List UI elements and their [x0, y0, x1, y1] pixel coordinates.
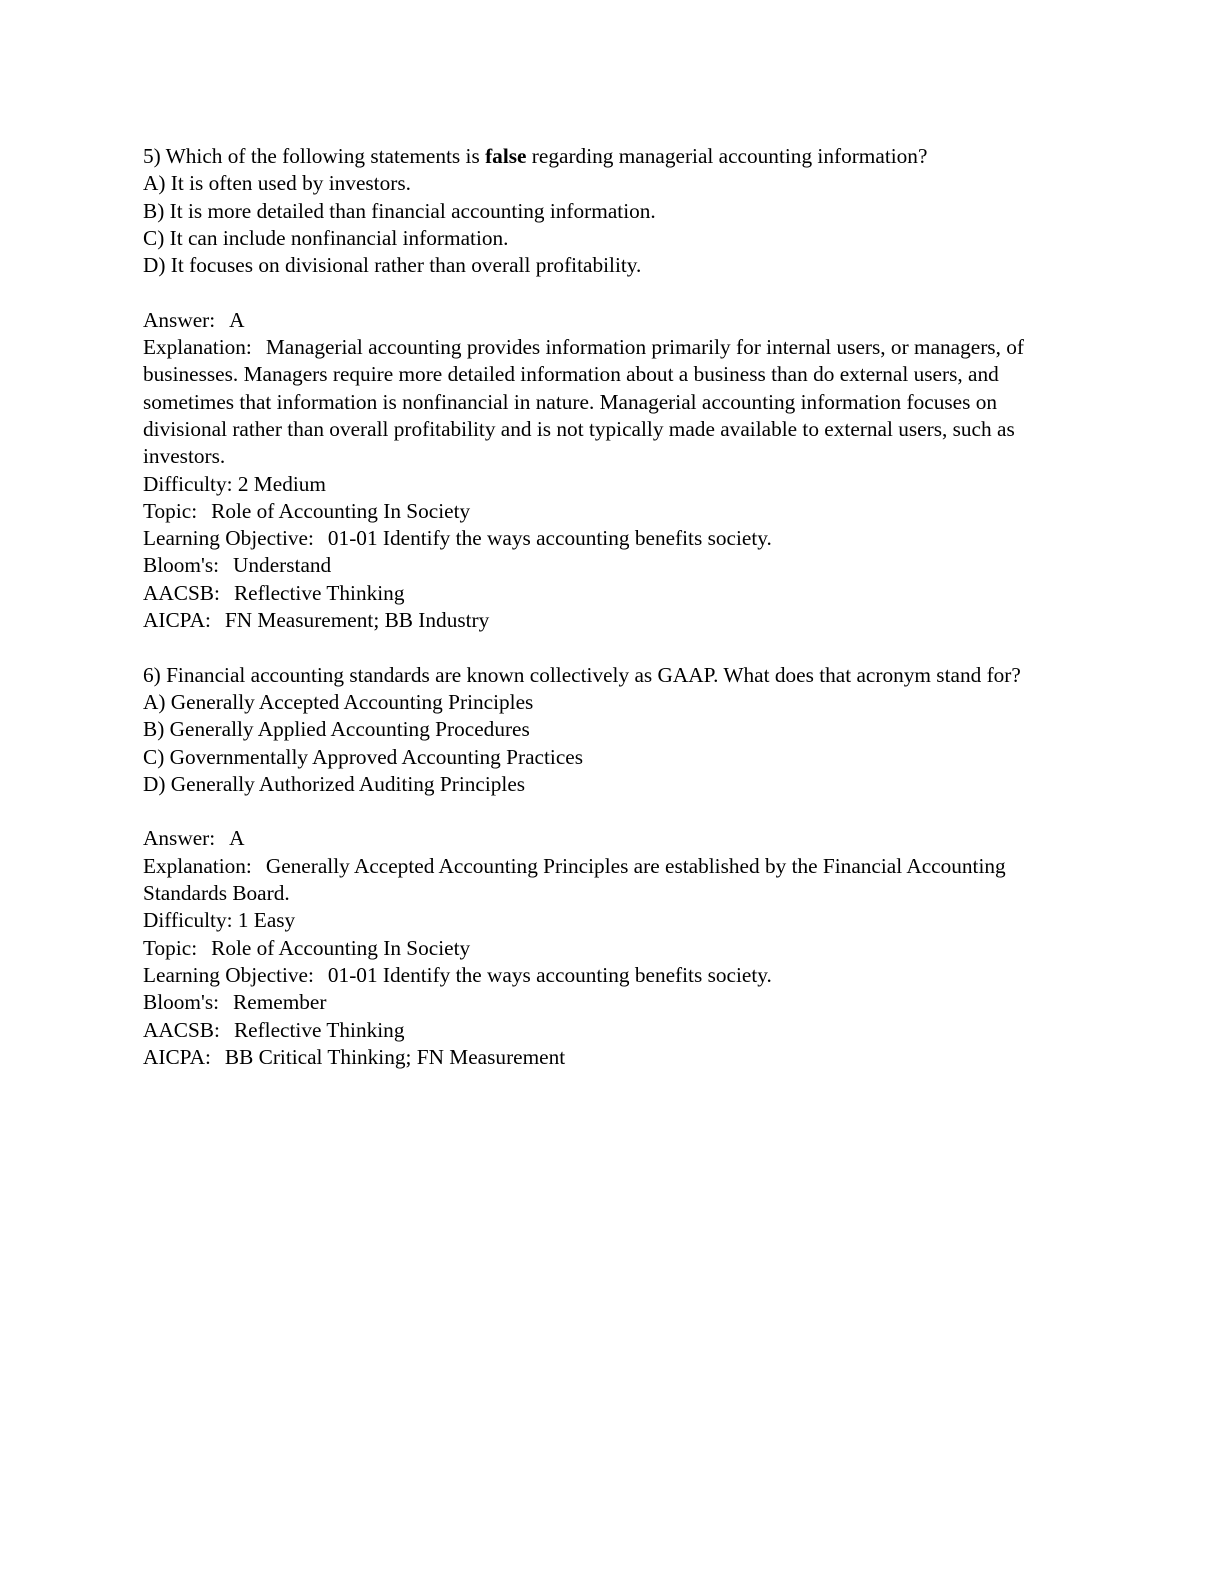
option-b: B) Generally Applied Accounting Procedures	[143, 717, 530, 742]
option-a: A) It is often used by investors.	[143, 171, 411, 196]
option-c: C) Governmentally Approved Accounting Practices	[143, 744, 584, 769]
learning-objective: Learning Objective: 01-01 Identify the ways accounting benefits society.	[143, 962, 772, 987]
option-c: C) It can include nonfinancial information.	[143, 225, 509, 250]
blooms: Bloom's: Understand	[143, 553, 332, 578]
answer-block-6	[143, 825, 1083, 1071]
difficulty: Difficulty: 1 Easy	[143, 908, 296, 933]
question-6	[143, 662, 1083, 798]
answer-line: Answer: A	[143, 826, 245, 851]
difficulty: Difficulty: 2 Medium	[143, 471, 326, 496]
explanation-text: Generally Accepted Accounting Principles are established by the Financial Accounting Standards Board.	[143, 853, 1006, 906]
document-page	[143, 143, 1083, 1071]
option-d: D) It focuses on divisional rather than overall profitability.	[143, 253, 642, 278]
answer-value: A	[229, 826, 245, 851]
explanation: Explanation: Managerial accounting provides information primarily for internal users, or managers, of businesses. Managers require more detailed information about a business than do external users, and sometimes that information is nonfinancial in nature. Managerial accounting information focuses on divisional rather than overall profitability and is not typically made available to external users, such as investors.	[143, 335, 1024, 469]
option-b: B) It is more detailed than financial accounting information.	[143, 198, 656, 223]
topic: Topic: Role of Accounting In Society	[143, 498, 471, 523]
blooms: Bloom's: Remember	[143, 990, 327, 1015]
topic: Topic: Role of Accounting In Society	[143, 935, 471, 960]
emphasis-false: false	[485, 144, 527, 168]
option-a: A) Generally Accepted Accounting Principles	[143, 689, 534, 714]
aacsb: AACSB: Reflective Thinking	[143, 580, 405, 605]
aicpa: AICPA: FN Measurement; BB Industry	[143, 608, 490, 633]
explanation-text: Managerial accounting provides information primarily for internal users, or managers, of businesses. Managers require more detailed information about a business than do external users, and sometimes that information is nonfinancial in nature. Managerial accounting information focuses on divisional rather than overall profitability and is not typically made available to external users, such as investors.	[143, 335, 1024, 469]
option-d: D) Generally Authorized Auditing Principles	[143, 771, 526, 796]
learning-objective: Learning Objective: 01-01 Identify the ways accounting benefits society.	[143, 526, 772, 551]
aacsb: AACSB: Reflective Thinking	[143, 1017, 405, 1042]
explanation: Explanation: Generally Accepted Accounting Principles are established by the Financial Accounting Standards Board.	[143, 853, 1006, 906]
question-stem: 6) Financial accounting standards are known collectively as GAAP. What does that acronym stand for?	[143, 662, 1021, 687]
aicpa: AICPA: BB Critical Thinking; FN Measurement	[143, 1044, 566, 1069]
answer-block-5	[143, 307, 1083, 635]
answer-line: Answer: A	[143, 307, 245, 332]
answer-value: A	[229, 307, 245, 332]
question-5	[143, 143, 1083, 279]
question-stem: 5) Which of the following statements is false regarding managerial accounting information?	[143, 144, 928, 168]
